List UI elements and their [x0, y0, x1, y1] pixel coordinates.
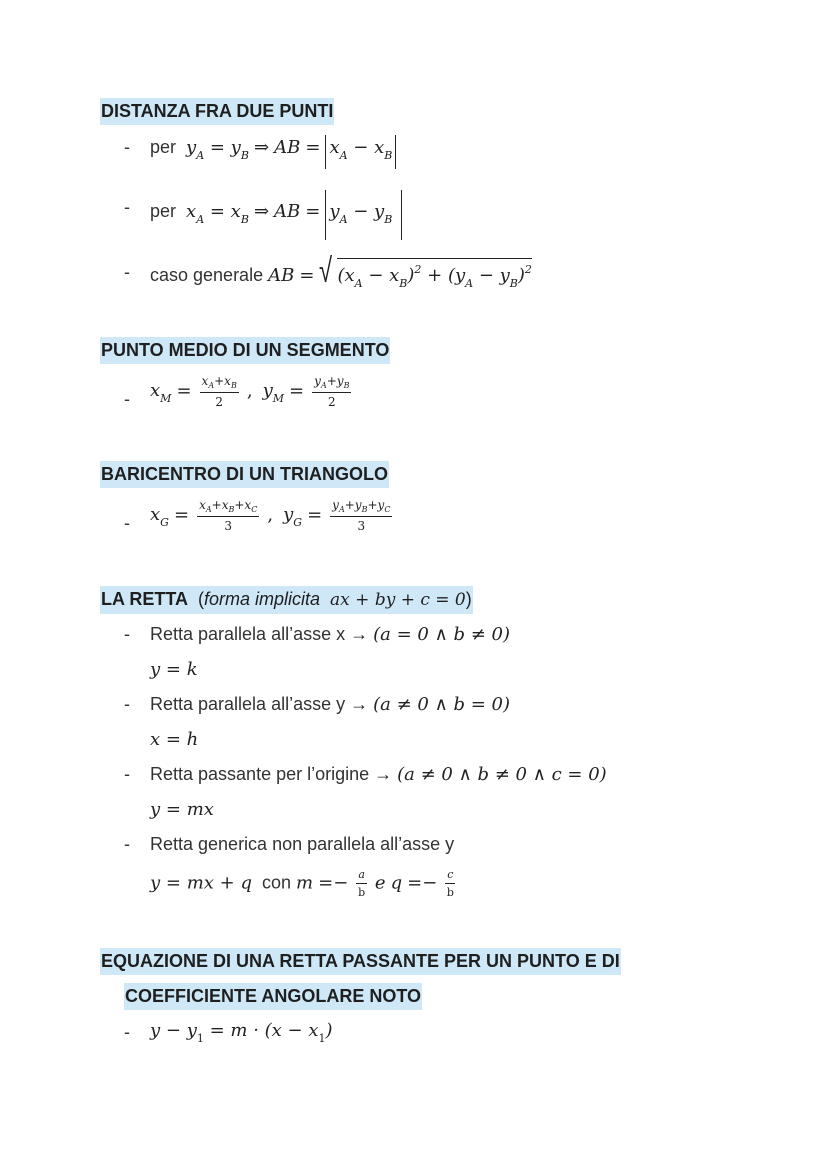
bullet-dash: -	[124, 834, 130, 854]
bullet-dash: -	[124, 513, 130, 533]
bullet-dash: -	[124, 197, 130, 217]
bullet-dash: -	[124, 1022, 130, 1042]
retta-item-asse-x: Retta parallela all’asse x → (a = 0 ∧ b ≠ 0)	[150, 624, 510, 645]
section-retta	[100, 586, 473, 614]
bullet-dash: -	[124, 624, 130, 644]
retta-eq-origine: y = mx	[150, 799, 214, 820]
retta-item-asse-y: Retta parallela all’asse y → (a ≠ 0 ∧ b = 0)	[150, 694, 510, 715]
bullet-dash: -	[124, 694, 130, 714]
retta-item-generica: Retta generica non parallela all’asse y	[150, 834, 455, 854]
heading-retta: LA RETTA (forma implicita ax + by + c = 0)	[100, 586, 473, 614]
heading-punto-medio: PUNTO MEDIO DI UN SEGMENTO	[100, 337, 390, 364]
heading-baricentro: BARICENTRO DI UN TRIANGOLO	[100, 461, 389, 488]
section-equazione-punto	[100, 948, 621, 975]
heading-equazione-line2: COEFFICIENTE ANGOLARE NOTO	[124, 983, 422, 1010]
bullet-dash: -	[124, 262, 130, 282]
formula-distanza-generale: caso generale AB = √ $(x_A - x_B)^2 + (y_A - y_B)^2$	[150, 251, 532, 291]
retta-eq-asse-y: x = h	[150, 729, 199, 750]
formula-distanza-x-uguale: per $x_A = x_B$ ⇒ AB = $y_A - y_B$	[150, 190, 402, 240]
retta-eq-asse-x: y = k	[150, 659, 198, 680]
bullet-dash: -	[124, 389, 130, 409]
bullet-dash: -	[124, 764, 130, 784]
section-equazione-punto-line2	[124, 983, 422, 1010]
formula-distanza-y-uguale: per $y_A = y_B$ ⇒ AB = $x_A - x_B$	[150, 135, 396, 169]
section-baricentro	[100, 461, 389, 488]
formula-baricentro: $x_G$ = $\frac{x_A+x_B+x_C}{3}$ , $y_G$ = $\frac{y_A+y_B+y_C}{3}$	[150, 498, 391, 533]
retta-item-origine: Retta passante per l’origine → (a ≠ 0 ∧ b ≠ 0 ∧ c = 0)	[150, 764, 607, 785]
bullet-dash: -	[124, 137, 130, 157]
formula-punto-medio: $x_M$ = $\frac{x_A+x_B}{2}$ , $y_M$ = $\frac{y_A+y_B}{2}$	[150, 374, 350, 409]
heading-distanza: DISTANZA FRA DUE PUNTI	[100, 98, 334, 125]
heading-equazione-line1: EQUAZIONE DI UNA RETTA PASSANTE PER UN PUNTO E DI	[100, 948, 621, 975]
section-distanza	[100, 98, 334, 125]
section-punto-medio	[100, 337, 390, 364]
retta-eq-generica: y = mx + q con m =− $\frac{a}{b}$ e q =− $\frac{c}{b}$	[150, 868, 454, 899]
formula-retta-punto: $y - y_1 = m \cdot (x - x_1)$	[150, 1020, 333, 1045]
